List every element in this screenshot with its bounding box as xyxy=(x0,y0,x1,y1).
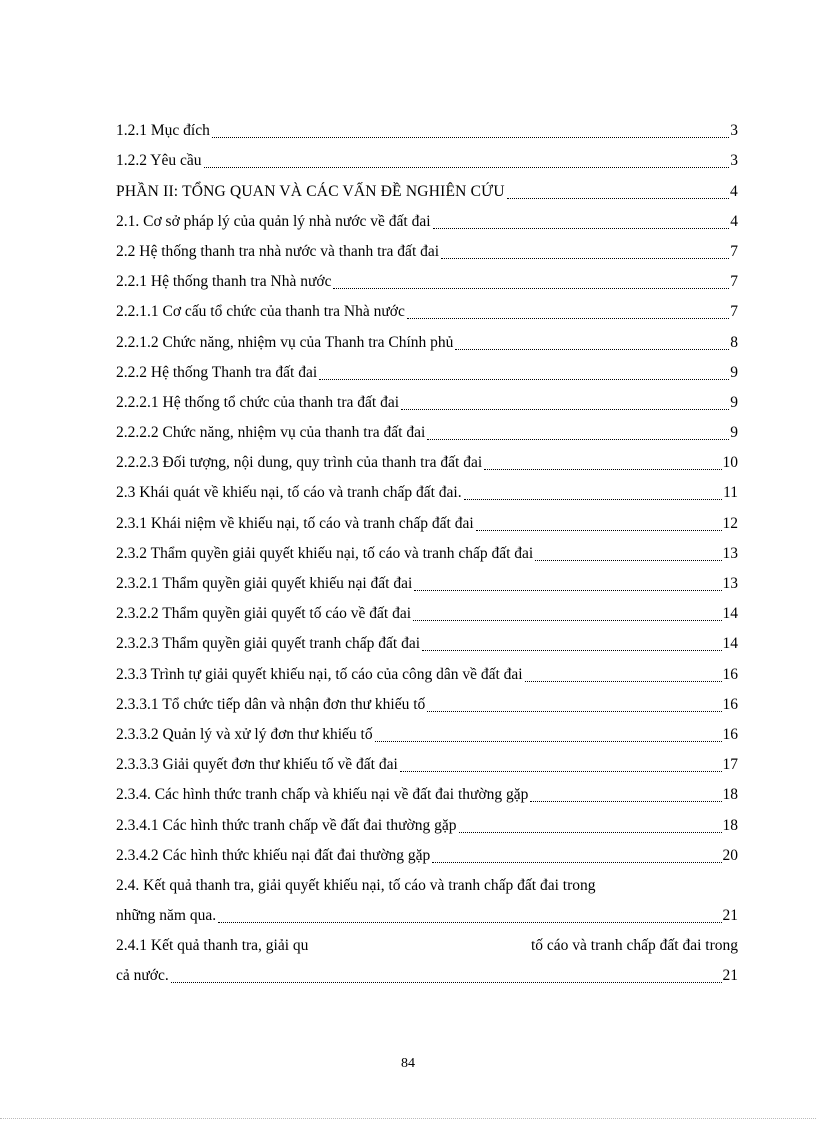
toc-leader-dots xyxy=(535,559,721,561)
toc-entry xyxy=(116,202,738,232)
toc-leader-dots xyxy=(530,800,721,802)
toc-entry-text: những năm qua. xyxy=(116,907,217,925)
toc-leader-dots xyxy=(441,257,729,259)
toc-page-number: 7 xyxy=(730,273,738,291)
toc-page-number: 7 xyxy=(730,303,738,321)
toc-entry-text: 2.3.3.2 Quản lý và xử lý đơn thư khiếu tố xyxy=(116,725,373,743)
toc-leader-dots xyxy=(525,680,722,682)
toc-page-number: 10 xyxy=(722,454,738,472)
toc-page-number: 3 xyxy=(730,122,738,140)
toc-entry-text: 2.2.2 Hệ thống Thanh tra đất đai xyxy=(116,363,318,381)
toc-leader-dots xyxy=(401,408,729,410)
toc-entry-text: 2.2 Hệ thống thanh tra nhà nước và thanh tra đất đai xyxy=(116,242,440,260)
toc-entry xyxy=(116,715,738,745)
toc-entry-text: 2.3.2.3 Thẩm quyền giải quyết tranh chấp đất đai xyxy=(116,635,421,653)
toc-page-number: 9 xyxy=(730,363,738,381)
toc-leader-dots xyxy=(464,498,722,500)
toc-entry xyxy=(116,322,738,352)
toc-leader-dots xyxy=(400,770,722,772)
toc-page-number: 8 xyxy=(730,333,738,351)
toc-page-number: 17 xyxy=(722,756,738,774)
toc-leader-dots xyxy=(459,831,722,833)
toc-entry xyxy=(116,473,738,503)
toc-entry-text: 2.3.2 Thẩm quyền giải quyết khiếu nại, tố cáo và tranh chấp đất đai xyxy=(116,544,534,562)
toc-entry xyxy=(116,745,738,775)
toc-entry-text: 2.3.3 Trình tự giải quyết khiếu nại, tố cáo của công dân về đất đai xyxy=(116,665,523,683)
toc-entry xyxy=(116,383,738,413)
toc-page-number: 13 xyxy=(722,544,738,562)
toc-entry-text: 2.3.2.1 Thẩm quyền giải quyết khiếu nại đất đai xyxy=(116,575,413,592)
toc-entry xyxy=(116,503,738,533)
toc-page-number: 14 xyxy=(722,605,738,623)
toc-entry-text: 2.2.1.2 Chức năng, nhiệm vụ của Thanh tra Chính phủ xyxy=(116,333,454,351)
toc-leader-dots xyxy=(422,649,721,651)
toc-entry xyxy=(116,654,738,684)
toc-entry xyxy=(116,232,738,262)
toc-page-number: 16 xyxy=(722,665,738,683)
toc-page-number: 4 xyxy=(730,212,738,230)
toc-entry-text-start: 2.4.1 Kết quả thanh tra, giải qu xyxy=(116,937,309,955)
toc-page-number: 20 xyxy=(722,846,738,864)
toc-leader-dots xyxy=(414,589,721,591)
toc-page-number: 18 xyxy=(722,786,738,804)
toc-entry xyxy=(116,141,738,171)
toc-entry-text: cả nước. xyxy=(116,967,169,985)
toc-leader-dots xyxy=(171,981,722,983)
toc-entry-text: 1.2.2 Yêu cầu xyxy=(116,152,202,170)
toc-entry-wrapped-second-line xyxy=(116,896,738,926)
toc-page-number: 7 xyxy=(730,242,738,260)
toc-leader-dots xyxy=(204,166,730,168)
toc-entry-text: 2.4. Kết quả thanh tra, giải quyết khiếu nại, tố cáo và tranh chấp đất đai trong xyxy=(116,876,596,894)
toc-entry xyxy=(116,443,738,473)
toc-entry-text: 2.2.2.1 Hệ thống tổ chức của thanh tra đất đai xyxy=(116,393,400,411)
toc-entry-text: 2.3.2.2 Thẩm quyền giải quyết tố cáo về đất đai xyxy=(116,605,411,623)
page-bottom-divider xyxy=(0,1118,816,1119)
toc-page-number: 18 xyxy=(722,816,738,834)
toc-leader-dots xyxy=(455,348,729,350)
toc-page-number: 9 xyxy=(730,424,738,442)
toc-entry-text: 2.3.4. Các hình thức tranh chấp và khiếu nại về đất đai thường gặp xyxy=(116,786,529,804)
toc-leader-dots xyxy=(319,378,729,380)
table-of-contents xyxy=(116,111,738,986)
toc-entry-text: 2.3.4.2 Các hình thức khiếu nại đất đai thường gặp xyxy=(116,846,431,864)
toc-leader-dots xyxy=(218,921,721,923)
toc-leader-dots xyxy=(375,740,722,742)
toc-entry-text: 2.3.3.3 Giải quyết đơn thư khiếu tố về đất đai xyxy=(116,756,398,774)
toc-entry-text: PHẦN II: TỔNG QUAN VÀ CÁC VẤN ĐỀ NGHIÊN CỨU xyxy=(116,182,505,200)
toc-leader-dots xyxy=(432,861,721,863)
toc-entry xyxy=(116,594,738,624)
toc-page-number: 13 xyxy=(722,575,738,592)
toc-entry xyxy=(116,413,738,443)
toc-entry-text-end: tố cáo và tranh chấp đất đai trong xyxy=(530,937,738,955)
toc-entry-text: 2.3.1 Khái niệm về khiếu nại, tố cáo và tranh chấp đất đai xyxy=(116,514,474,532)
toc-entry-wrapped-first-line xyxy=(116,866,738,896)
toc-entry xyxy=(116,534,738,564)
toc-entry xyxy=(116,353,738,383)
toc-leader-dots xyxy=(427,710,721,712)
toc-page-number: 11 xyxy=(723,484,738,502)
toc-page-number: 9 xyxy=(730,393,738,411)
toc-entry xyxy=(116,564,738,594)
toc-entry xyxy=(116,624,738,654)
toc-entry xyxy=(116,262,738,292)
toc-page-number: 21 xyxy=(722,967,738,985)
toc-entry-text: 2.3 Khái quát về khiếu nại, tố cáo và tranh chấp đất đai. xyxy=(116,484,462,502)
toc-page-number: 21 xyxy=(722,907,738,925)
toc-entry-text: 2.2.2.3 Đối tượng, nội dung, quy trình của thanh tra đất đai xyxy=(116,454,483,472)
toc-entry xyxy=(116,111,738,141)
toc-entry-text: 2.1. Cơ sở pháp lý của quản lý nhà nước về đất đai xyxy=(116,212,431,230)
toc-leader-dots xyxy=(484,468,721,470)
toc-entry xyxy=(116,292,738,322)
toc-entry-text: 2.2.2.2 Chức năng, nhiệm vụ của thanh tra đất đai xyxy=(116,424,426,442)
toc-entry-text: 2.3.3.1 Tổ chức tiếp dân và nhận đơn thư khiếu tố xyxy=(116,695,426,713)
toc-leader-dots xyxy=(212,136,729,138)
toc-page-number: 3 xyxy=(730,152,738,170)
toc-entry xyxy=(116,685,738,715)
page-number: 84 xyxy=(401,1056,415,1071)
toc-page-number: 16 xyxy=(722,695,738,713)
toc-leader-dots xyxy=(333,287,729,289)
toc-leader-dots xyxy=(413,619,722,621)
toc-leader-dots xyxy=(476,529,722,531)
toc-entry xyxy=(116,836,738,866)
toc-entry-text: 2.3.4.1 Các hình thức tranh chấp về đất đai thường gặp xyxy=(116,816,457,834)
toc-leader-dots xyxy=(407,317,729,319)
toc-leader-dots xyxy=(507,197,729,199)
toc-page-number: 4 xyxy=(730,182,738,200)
toc-entry xyxy=(116,171,738,201)
toc-leader-dots xyxy=(433,227,730,229)
toc-entry xyxy=(116,775,738,805)
toc-page-number: 16 xyxy=(722,725,738,743)
toc-entry-text: 2.2.1 Hệ thống thanh tra Nhà nước xyxy=(116,273,332,291)
toc-leader-dots xyxy=(427,438,729,440)
toc-entry-text: 1.2.1 Mục đích xyxy=(116,122,210,140)
toc-entry-text: 2.2.1.1 Cơ cấu tổ chức của thanh tra Nhà nước xyxy=(116,303,405,321)
toc-page-number: 12 xyxy=(722,514,738,532)
toc-entry xyxy=(116,805,738,835)
toc-entry-wrapped-first-line xyxy=(116,926,738,956)
toc-page-number: 14 xyxy=(722,635,738,653)
toc-entry-wrapped-second-line xyxy=(116,956,738,986)
